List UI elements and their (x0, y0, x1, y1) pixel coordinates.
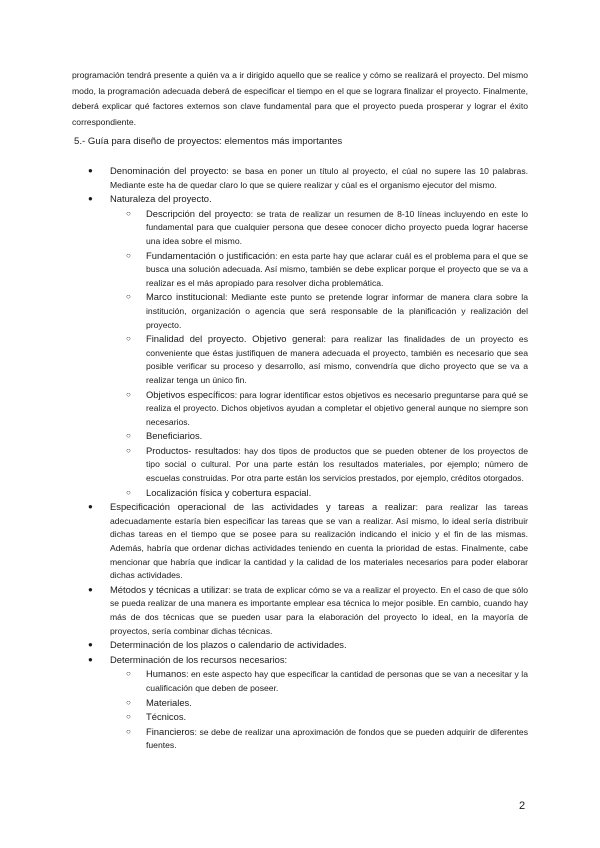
item-title: Marco institucional (146, 291, 226, 303)
bullet-icon: ● (88, 166, 93, 175)
circle-bullet-icon: ○ (126, 445, 131, 455)
item-text: : se debe de realizar una aproximación de fondos que se pueden adquirir de diferentes fuentes. (146, 726, 528, 751)
item-text: : en este aspecto hay que especificar la cantidad de personas que se van a necesitar y la cualificación que deben de poseer. (146, 669, 528, 693)
bullet-icon: ● (88, 194, 93, 204)
section-heading: 5.- Guía para diseño de proyectos: elementos más importantes (74, 136, 343, 147)
bullet-icon: ● (88, 640, 93, 650)
guide-list (72, 164, 528, 753)
item-title: Determinación de los plazos o calendario de actividades. (110, 639, 347, 651)
circle-bullet-icon: ○ (126, 669, 131, 679)
sublist-item (110, 710, 528, 725)
item-title: Financieros (146, 725, 195, 737)
sublist-item (110, 444, 528, 486)
sublist-item (110, 725, 528, 753)
circle-bullet-icon: ○ (126, 292, 131, 302)
item-text: : para realizar las tareas adecuadamente estaría bien especificar las tareas que se van a realizar. Así mismo, lo ideal sería distribuir dichas tareas en el tiempo que se posee para su realización indicando el inicio y el fin de las mismas. Además, habría que ordenar dichas actividades teniendo en cuenta la prioridad de estas. Finalmente, cabe mencionar que habría que indicar la cantidad y la calidad de los materiales necesarios para poder elaborar dichas actividades. (110, 502, 528, 581)
circle-bullet-icon: ○ (126, 334, 131, 344)
item-title: Naturaleza del proyecto. (110, 193, 212, 205)
item-text: : en esta parte hay que aclarar cuál es el problema para el que se busca una solución adecuada. Así mismo, también se debe explicar porque el proyecto que se va a realizar es el más apropiado para resolver dicha problemática. (146, 250, 529, 288)
bullet-icon: ● (88, 502, 93, 512)
item-title: Localización física y cobertura espacial. (146, 486, 312, 498)
circle-bullet-icon: ○ (126, 208, 131, 218)
list-item (72, 638, 528, 653)
intro-paragraph: programación tendrá presente a quién va a ir dirigido aquello que se realice y cómo se realizará el proyecto. Del mismo modo, la programación adecuada deberá de especificar el tiempo en el que se lograra finalizar el proyecto. Finalmente, deberá explicar qué factores externos son clave fundamental para que el proyecto pueda prosperar y lograr el éxito correspondiente. (72, 70, 528, 127)
item-title: Determinación de los recursos necesarios: (110, 653, 288, 665)
item-title: Objetivos específicos (146, 388, 235, 400)
page-number: 2 (519, 800, 526, 812)
sublist-item (110, 290, 528, 332)
item-title: Productos- resultados (146, 444, 239, 456)
bullet-icon: ● (88, 584, 93, 594)
list-item (72, 192, 528, 500)
sublist-item (110, 667, 528, 695)
list-item (72, 500, 528, 583)
item-title: Materiales. (146, 696, 192, 708)
circle-bullet-icon: ○ (126, 726, 131, 736)
item-title: Fundamentación o justificación (146, 249, 276, 261)
item-text: : se trata de realizar un resumen de 8-10 líneas incluyendo en este lo fundamental para que cualquier persona que desee conocer dicho proyecto pueda lograr hacerse una idea sobre el mismo. (146, 208, 529, 246)
bullet-icon: ● (88, 654, 93, 664)
item-text: : se trata de explicar cómo se va a realizar el proyecto. En el caso de que sólo se pueda realizar de una manera es importante emplear esa técnica lo mejor posible. En cambio, cuando hay más de dos técnicas que se pueden usar para la elaboración del proyecto lo ideal, en la mayoría de proyectos, sería combinar dichas técnicas. (110, 584, 528, 636)
circle-bullet-icon: ○ (126, 389, 131, 399)
item-text: : se basa en poner un título al proyecto, el cúal no supere las 10 palabras. Mediante este ha de quedar claro lo que se quiere realizar y cúal es el organismo ejecutor del mismo. (110, 166, 528, 190)
circle-bullet-icon: ○ (126, 487, 131, 497)
circle-bullet-icon: ○ (126, 250, 131, 260)
sublist-item (110, 696, 528, 711)
sublist-item (110, 429, 528, 444)
item-title: Métodos y técnicas a utilizar (110, 583, 229, 595)
item-title: Técnicos. (146, 711, 187, 723)
item-title: Especificación operacional de las actividades y tareas a realizar (110, 501, 416, 513)
circle-bullet-icon: ○ (126, 712, 131, 722)
item-title: Descripción del proyecto (146, 207, 251, 219)
circle-bullet-icon: ○ (126, 697, 131, 707)
item-title: Denominación del proyecto (110, 165, 227, 176)
sublist-item (110, 388, 528, 430)
list-item (72, 653, 528, 753)
item-text: : para lograr identificar estos objetivos es necesario preguntarse para qué se realiza el proyecto. Dichos objetivos ayudan a completar el objetivo general aunque no siempre son necesarios. (146, 389, 528, 427)
list-item (72, 583, 528, 638)
item-text: : hay dos tipos de productos que se pueden obtener de los proyectos de tipo social o cultural. Por una parte están los resultados materiales, por ejemplo; número de escuelas construidas. Por otra parte están los servicios prestados, por ejemplo, créditos otorgados. (146, 445, 528, 484)
item-title: Humanos (146, 668, 187, 680)
sublist (110, 207, 528, 500)
item-title: Finalidad del proyecto. Objetivo general (146, 333, 324, 345)
item-text: : para realizar las finalidades de un proyecto es conveniente que éstas justifiquen de manera adecuada el proyecto, también es necesario que sea posible verificar su proceso y desarrollo, así mismo, convendría que dicho proyecto que se va a realizar tenga un único fin. (146, 334, 528, 385)
circle-bullet-icon: ○ (126, 431, 131, 441)
item-title: Beneficiarios. (146, 430, 203, 442)
item-text: : Mediante este punto se pretende lograr informar de manera clara sobre la institución, organización o agencia que será responsable de la planificación y realización del proyecto. (146, 292, 528, 330)
list-item (72, 164, 528, 192)
sublist (110, 667, 528, 753)
sublist-item (110, 332, 528, 387)
sublist-item (110, 207, 528, 249)
sublist-item (110, 486, 528, 501)
sublist-item (110, 249, 528, 291)
